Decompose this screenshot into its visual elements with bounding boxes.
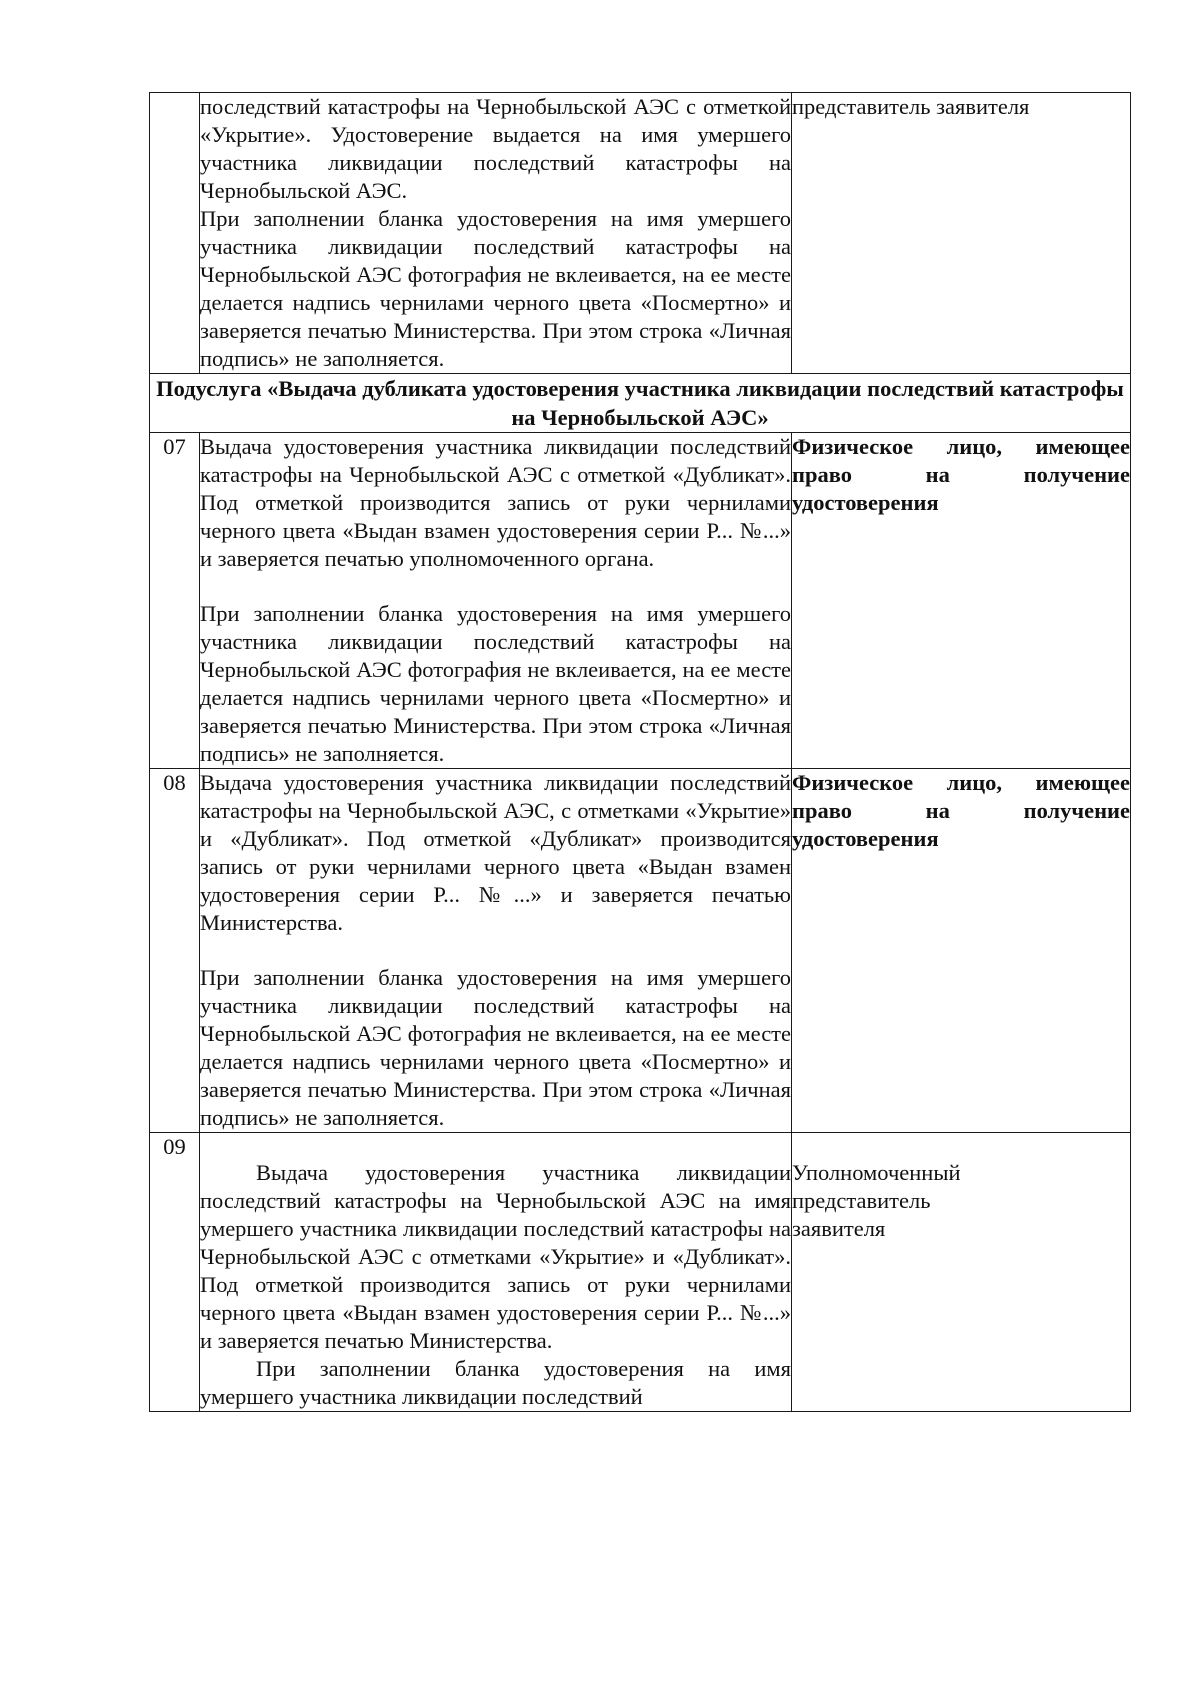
row-number-cell bbox=[150, 1133, 200, 1412]
description-cell bbox=[200, 1133, 792, 1412]
description-paragraph: Выдача удостоверения участника ликвидации последствий катастрофы на Чернобыльской АЭС на имя умершего участника ликвидации последствий катастрофы на Чернобыльской АЭС с отметками «Укрытие» и «Дубликат». Под отметкой производится запись от руки чернилами черного цвета «Выдан взамен удостоверения серии Р... №...» и заверяется печатью Министерства. bbox=[200, 1160, 791, 1353]
description-cell bbox=[200, 93, 792, 374]
description-paragraph: При заполнении бланка удостоверения на имя умершего участника ликвидации последствий катастрофы на Чернобыльской АЭС фотография не вклеивается, на ее месте делается надпись чернилами черного цвета «Посмертно» и заверяется печатью Министерства. При этом строка «Личная подпись» не заполняется. bbox=[200, 601, 791, 766]
description-cell bbox=[200, 433, 792, 769]
description-paragraph: При заполнении бланка удостоверения на имя умершего участника ликвидации последствий bbox=[200, 1356, 791, 1409]
row-number: 09 bbox=[163, 1134, 186, 1159]
applicant-text: представитель заявителя bbox=[792, 94, 1030, 119]
table-row bbox=[150, 433, 1131, 769]
services-table bbox=[149, 92, 1131, 1412]
row-number-cell bbox=[150, 769, 200, 1133]
applicant-text: Уполномоченный представитель заявителя bbox=[792, 1160, 961, 1241]
description-paragraph: Выдача удостоверения участника ликвидации последствий катастрофы на Чернобыльской АЭС с отметкой «Дубликат». Под отметкой производится запись от руки чернилами черного цвета «Выдан взамен удостоверения серии Р... №...» и заверяется печатью уполномоченного органа. bbox=[200, 434, 791, 571]
applicant-cell bbox=[792, 433, 1131, 769]
description-paragraph: При заполнении бланка удостоверения на имя умершего участника ликвидации последствий катастрофы на Чернобыльской АЭС фотография не вклеивается, на ее месте делается надпись чернилами черного цвета «Посмертно» и заверяется печатью Министерства. При этом строка «Личная подпись» не заполняется. bbox=[200, 206, 791, 371]
applicant-cell bbox=[792, 1133, 1131, 1412]
applicant-text: Физическое лицо, имеющее право на получение удостоверения bbox=[792, 770, 1130, 851]
applicant-text: Физическое лицо, имеющее право на получение удостоверения bbox=[792, 434, 1130, 515]
table-row-continuation bbox=[150, 93, 1131, 374]
description-paragraph: последствий катастрофы на Чернобыльской АЭС с отметкой «Укрытие». Удостоверение выдается на имя умершего участника ликвидации последствий катастрофы на Чернобыльской АЭС. bbox=[200, 94, 791, 203]
table-row bbox=[150, 769, 1131, 1133]
subservice-label: Подуслуга bbox=[156, 376, 262, 401]
row-number-cell bbox=[150, 433, 200, 769]
table-row bbox=[150, 1133, 1131, 1412]
row-number: 08 bbox=[163, 770, 186, 795]
subservice-heading bbox=[150, 374, 1131, 433]
applicant-cell bbox=[792, 93, 1131, 374]
row-number: 07 bbox=[163, 434, 186, 459]
subservice-heading-row bbox=[150, 374, 1131, 433]
subservice-title: «Выдача дубликата удостоверения участника ликвидации последствий катастрофы на Чернобыльской АЭС» bbox=[267, 376, 1124, 430]
description-paragraph: Выдача удостоверения участника ликвидации последствий катастрофы на Чернобыльской АЭС, с отметками «Укрытие» и «Дубликат». Под отметкой «Дубликат» производится запись от руки чернилами черного цвета «Выдан взамен удостоверения серии Р... №...» и заверяется печатью Министерства. bbox=[200, 770, 791, 935]
row-number-cell bbox=[150, 93, 200, 374]
description-paragraph: При заполнении бланка удостоверения на имя умершего участника ликвидации последствий катастрофы на Чернобыльской АЭС фотография не вклеивается, на ее месте делается надпись чернилами черного цвета «Посмертно» и заверяется печатью Министерства. При этом строка «Личная подпись» не заполняется. bbox=[200, 965, 791, 1130]
applicant-cell bbox=[792, 769, 1131, 1133]
description-cell bbox=[200, 769, 792, 1133]
